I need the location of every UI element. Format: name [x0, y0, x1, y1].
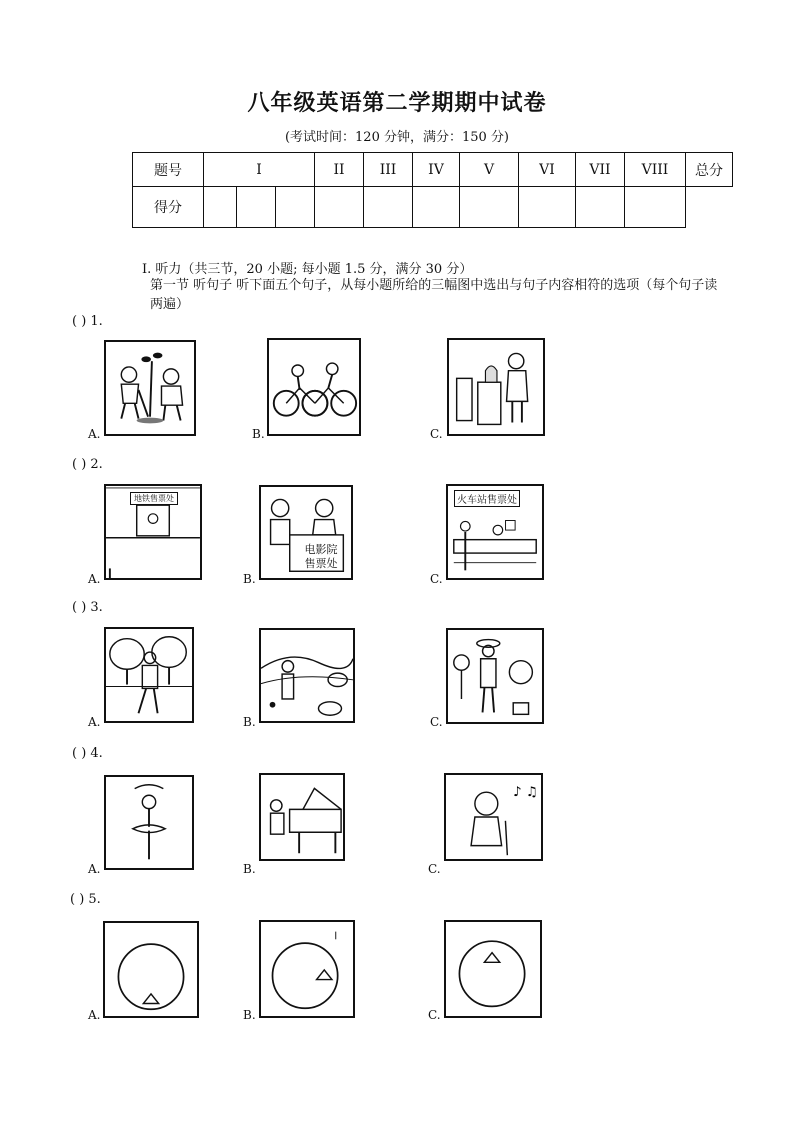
picture-subway-ticket-office	[104, 484, 202, 580]
question-number: ( ) 3.	[72, 600, 103, 615]
option-label: B.	[243, 715, 256, 729]
score-cell[interactable]	[204, 187, 237, 228]
sign-text: 火车站售票处	[454, 490, 520, 507]
score-table	[132, 152, 733, 228]
score-header: V	[460, 153, 519, 187]
sign-text: 售票处	[304, 557, 338, 570]
option-label: B.	[243, 1008, 256, 1022]
section-title: I. 听力（共三节，20 小题; 每小题 1.5 分，满分 30 分）	[142, 262, 473, 277]
option-label: A.	[88, 572, 101, 586]
score-cell[interactable]	[276, 187, 315, 228]
svg-text:♪ ♫: ♪ ♫	[513, 785, 538, 800]
score-cell[interactable]	[576, 187, 625, 228]
picture-cycling	[267, 338, 361, 436]
option-label: C.	[430, 427, 443, 441]
score-header: VI	[519, 153, 576, 187]
option-label: C.	[430, 572, 443, 586]
option-label: A.	[88, 427, 101, 441]
score-header: I	[204, 153, 315, 187]
option-label: B.	[243, 572, 256, 586]
score-header: II	[315, 153, 364, 187]
question-number: ( ) 1.	[72, 314, 103, 329]
option-label: A.	[88, 862, 101, 876]
question-number: ( ) 5.	[70, 892, 101, 907]
picture-recycling	[447, 338, 545, 436]
score-header: 总分	[686, 153, 733, 187]
score-header: III	[364, 153, 413, 187]
picture-playing-piano	[259, 773, 345, 861]
picture-circle-triangle-top	[444, 920, 542, 1018]
score-header: VIII	[625, 153, 686, 187]
option-label: B.	[252, 427, 265, 441]
option-label: C.	[430, 715, 443, 729]
page-title: 八年级英语第二学期期中试卷	[247, 90, 547, 116]
option-label: C.	[428, 1008, 441, 1022]
score-header: 题号	[133, 153, 204, 187]
score-header: VII	[576, 153, 625, 187]
question-number: ( ) 4.	[72, 746, 103, 761]
option-label: A.	[88, 715, 101, 729]
question-number: ( ) 2.	[72, 457, 103, 472]
sign-text: 地铁售票处	[130, 492, 178, 505]
score-cell[interactable]	[625, 187, 686, 228]
section-instructions: 第一节 听句子 听下面五个句子，从每小题所给的三幅图中选出与句子内容相符的选项（每个句子读两遍）	[150, 278, 718, 312]
picture-circle-triangle-bottom	[103, 921, 199, 1018]
exam-info: (考试时间：120 分钟，满分：150 分)	[284, 130, 510, 145]
picture-circle-triangle-right	[259, 920, 355, 1018]
score-row-label: 得分	[133, 187, 204, 228]
score-cell[interactable]	[364, 187, 413, 228]
option-label: B.	[243, 862, 256, 876]
picture-train-station-ticket-office	[446, 484, 544, 580]
picture-farm	[259, 628, 355, 723]
score-cell[interactable]	[519, 187, 576, 228]
picture-watering-flowers	[446, 628, 544, 724]
picture-planting-trees	[104, 340, 196, 436]
picture-singing	[444, 773, 543, 861]
score-header: IV	[413, 153, 460, 187]
option-label: C.	[428, 862, 441, 876]
sign-text: 电影院	[304, 543, 338, 556]
option-label: A.	[88, 1008, 101, 1022]
score-cell[interactable]	[460, 187, 519, 228]
score-cell[interactable]	[413, 187, 460, 228]
picture-walking-in-park	[104, 627, 194, 723]
picture-cinema-ticket-office	[259, 485, 353, 580]
picture-ballet-dancer	[104, 775, 194, 870]
score-cell[interactable]	[237, 187, 276, 228]
score-cell[interactable]	[315, 187, 364, 228]
